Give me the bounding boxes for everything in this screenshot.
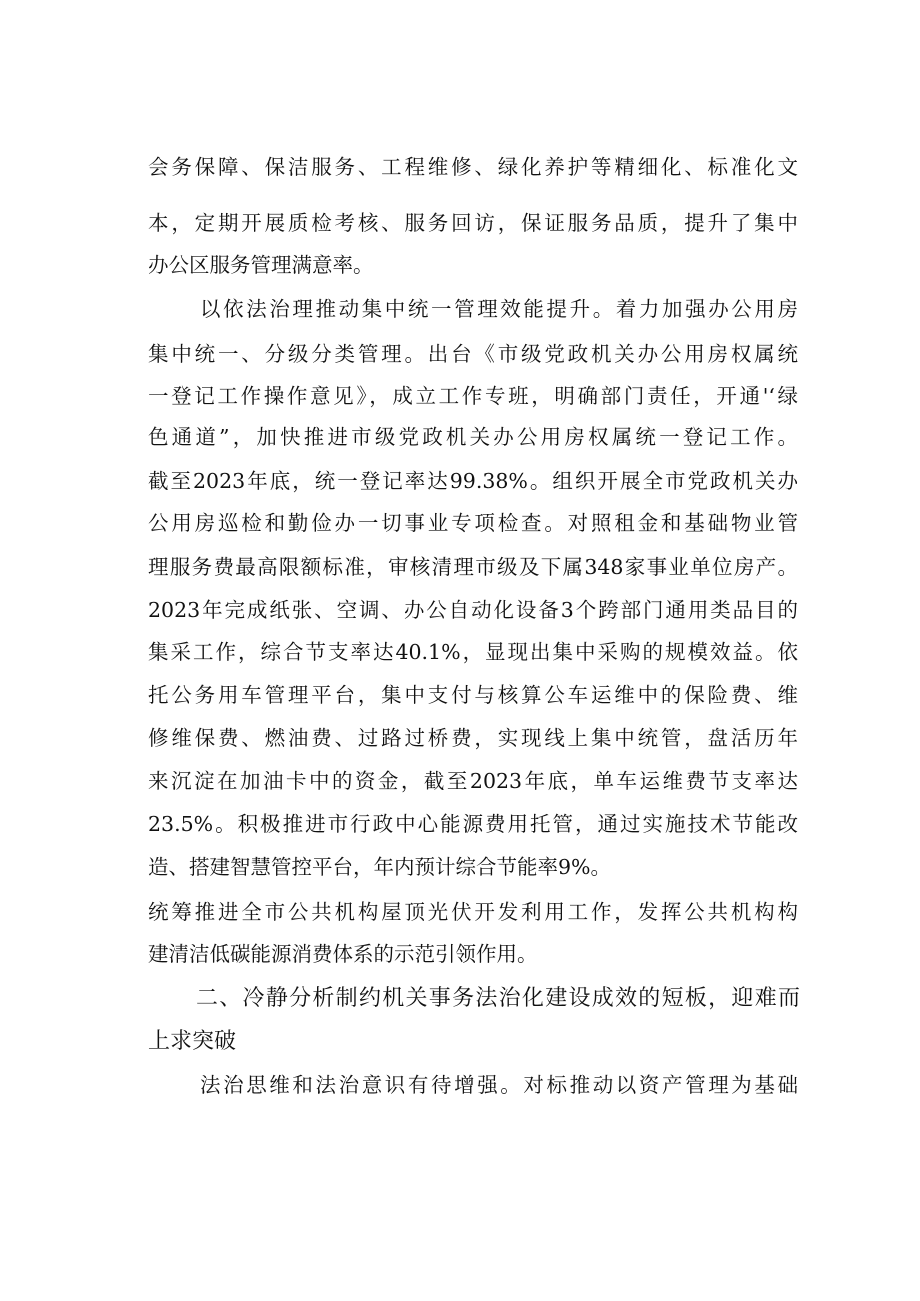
paragraph1-line-3: 办公区服务管理满意率。 bbox=[148, 253, 374, 277]
paragraph2-line-12: 来沉淀在加油卡中的资金，截至2023年底，单车运维费节支率达 bbox=[148, 769, 798, 793]
paragraph2-line-14: 造、搭建智慧管控平台，年内预计综合节能率9%。 bbox=[148, 855, 612, 879]
paragraph2-line-5: 截至2023年底，统一登记率达99.38%。组织开展全市党政机关办 bbox=[148, 469, 798, 493]
paragraph2-line-9: 集采工作，综合节支率达40.1%，显现出集中采购的规模效益。依 bbox=[148, 640, 798, 664]
paragraph2-line-2: 集中统一、分级分类管理。出台《市级党政机关办公用房权属统 bbox=[148, 342, 798, 366]
paragraph2-line-10: 托公务用车管理平台，集中支付与核算公车运维中的保险费、维 bbox=[148, 683, 798, 707]
paragraph3-line-1: 统筹推进全市公共机构屋顶光伏开发利用工作，发挥公共机构构 bbox=[148, 900, 798, 924]
paragraph2-line-13: 23.5%。积极推进市行政中心能源费用托管，通过实施技术节能改 bbox=[148, 812, 798, 836]
paragraph2-line-1: 以依法治理推动集中统一管理效能提升。着力加强办公用房 bbox=[200, 297, 798, 321]
section-heading-line-1: 二、冷静分析制约机关事务法治化建设成效的短板，迎难而 bbox=[196, 986, 800, 1011]
paragraph1-line-2: 本，定期开展质检考核、服务回访，保证服务品质，提升了集中 bbox=[148, 211, 798, 235]
paragraph2-line-4: 色通道”，加快推进市级党政机关办公用房权属统一登记工作。 bbox=[148, 425, 798, 449]
paragraph1-line-1: 会务保障、保洁服务、工程维修、绿化养护等精细化、标准化文 bbox=[148, 155, 798, 179]
paragraph4-line-1: 法治思维和法治意识有待增强。对标推动以资产管理为基础 bbox=[200, 1073, 798, 1097]
paragraph2-line-8: 2023年完成纸张、空调、办公自动化设备3个跨部门通用类品目的 bbox=[148, 598, 798, 622]
paragraph2-line-3: 一登记工作操作意见》，成立工作专班，明确部门责任，开通'‘绿 bbox=[148, 384, 798, 408]
paragraph2-line-11: 修维保费、燃油费、过路过桥费，实现线上集中统管，盘活历年 bbox=[148, 726, 798, 750]
paragraph3-line-2: 建清洁低碳能源消费体系的示范引领作用。 bbox=[148, 942, 538, 966]
paragraph2-line-7: 理服务费最高限额标准，审核清理市级及下属348家事业单位房产。 bbox=[148, 555, 798, 579]
section-heading-line-2: 上求突破 bbox=[148, 1029, 237, 1054]
paragraph2-line-6: 公用房巡检和勤俭办一切事业专项检查。对照租金和基础物业管 bbox=[148, 511, 798, 535]
